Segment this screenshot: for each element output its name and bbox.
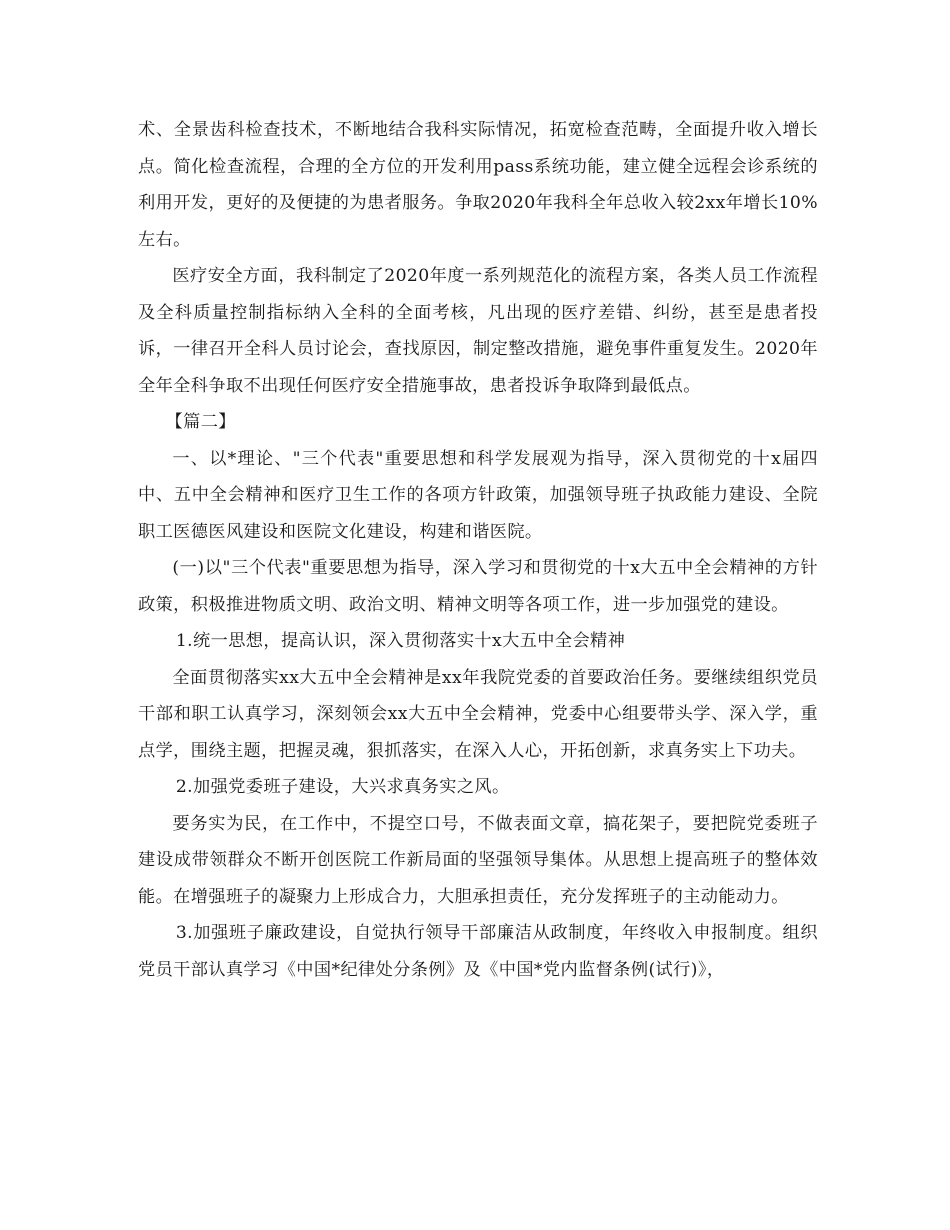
paragraph-item-2-body: 要务实为民，在工作中，不提空口号，不做表面文章，搞花架子，要把院党委班子建设成带领群众不断开创医院工作新局面的坚强领导集体。从思想上提高班子的整体效能。在增强班子的凝聚力上形成合力，大胆承担责任，充分发挥班子的主动能动力。	[138, 813, 818, 907]
paragraph-item-1-body: 全面贯彻落实xx大五中全会精神是xx年我院党委的首要政治任务。要继续组织党员干部和职工认真学习，深刻领会xx大五中全会精神，党委中心组要带头学、深入学，重点学，围绕主题，把握灵魂，狠抓落实，在深入人心，开拓创新，求真务实上下功夫。	[138, 667, 818, 761]
paragraph-subsection-one: (一)以"三个代表"重要思想为指导，深入学习和贯彻党的十x大五中全会精神的方针政策，积极推进物质文明、政治文明、精神文明等各项工作，进一步加强党的建设。	[138, 558, 818, 615]
section-heading: 【篇二】	[165, 412, 236, 432]
paragraph-guiding-principle: 一、以*理论、"三个代表"重要思想和科学发展观为指导，深入贯彻党的十x届四中、五中全会精神和医疗卫生工作的各项方针政策，加强领导班子执政能力建设、全院职工医德医风建设和医院文化建设，构建和谐医院。	[138, 448, 818, 542]
paragraph-continuation: 术、全景齿科检查技术，不断地结合我科实际情况，拓宽检查范畴，全面提升收入增长点。简化检查流程，合理的全方位的开发利用pass系统功能，建立健全远程会诊系统的利用开发，更好的及便捷的为患者服务。争取2020年我科全年总收入较2xx年增长10%左右。	[138, 120, 818, 250]
list-item-1-heading: 1.统一思想，提高认识，深入贯彻落实十x大五中全会精神	[175, 631, 626, 651]
document-body	[138, 112, 818, 988]
paragraph-medical-safety: 医疗安全方面，我科制定了2020年度一系列规范化的流程方案，各类人员工作流程及全科质量控制指标纳入全科的全面考核，凡出现的医疗差错、纠纷，甚至是患者投诉，一律召开全科人员讨论会，查找原因，制定整改措施，避免事件重复发生。2020年全年全科争取不出现任何医疗安全措施事故，患者投诉争取降到最低点。	[138, 266, 818, 396]
list-item-3-heading: 3.加强班子廉政建设，自觉执行领导干部廉洁从政制度，年终收入申报制度。组织党员干部认真学习《中国*纪律处分条例》及《中国*党内监督条例(试行)》，	[138, 923, 818, 980]
list-item-2-heading: 2.加强党委班子建设，大兴求真务实之风。	[175, 777, 510, 797]
